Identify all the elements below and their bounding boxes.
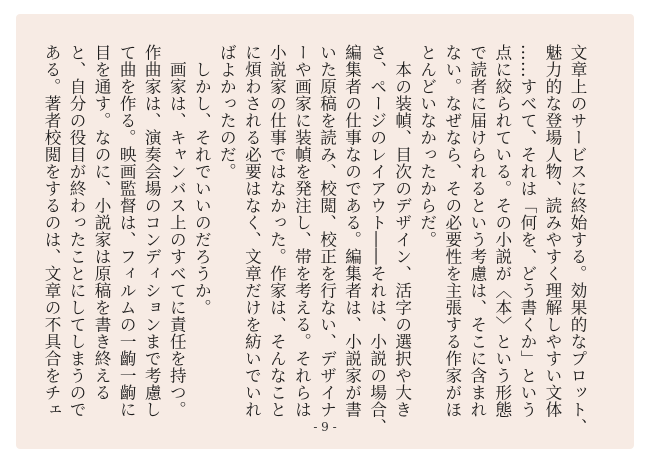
text-column: ……すべて、それは「何を、どう書くか」という [517,44,537,418]
text-column: と、自分の役目が終わったことにしてしまうので [67,44,87,418]
text-column: に煩わされる必要はなく、文章だけを紡いでいれ [242,44,262,418]
text-column: さ、ページのレイアウト――それは、小説の場合、 [367,44,387,435]
text-column: 作曲家は、演奏会場のコンディションまで考慮し [142,44,162,418]
text-column: 点に絞られている。その小説が〈本〉という形態 [492,44,512,418]
text-column: 魅力的な登場人物、読みやすく理解しやすい文体 [542,44,562,418]
text-column: ーや画家に装幀を発注し、帯を考える。それらは [292,44,312,418]
text-column: ない。なぜなら、その必要性を主張する作家がほ [442,44,462,418]
text-column: いた原稿を読み、校閲、校正を行ない、デザイナ [317,44,337,418]
text-column: 本の装幀、目次のデザイン、活字の選択や大き [392,44,412,418]
page-body-text [39,44,590,435]
text-column: 小説家の仕事ではなかった。作家は、そんなこと [267,44,287,418]
text-column: とんどいなかったからだ。 [417,44,437,248]
book-page [16,14,634,449]
text-column: しかし、それでいいのだろうか。 [192,44,212,316]
text-column: 編集者の仕事なのである。編集者は、小説家が書 [342,44,362,418]
text-column: 文章上のサービスに終始する。効果的なプロット、 [568,44,587,435]
text-column: 画家は、キャンバス上のすべてに責任を持つ。 [167,44,187,418]
text-column: 目を通す。なのに、小説家は原稿を書き終える [92,44,112,401]
text-column: て曲を作る。映画監督は、フィルムの一齣一齣に [117,44,137,418]
text-column: で読者に届けられるという考慮は、そこに含まれ [467,44,487,418]
text-column: ある。著者校閲をするのは、文章の不具合をチェ [42,44,62,418]
page-number: - 9 - [313,420,337,434]
text-column: ばよかったのだ。 [217,44,237,180]
